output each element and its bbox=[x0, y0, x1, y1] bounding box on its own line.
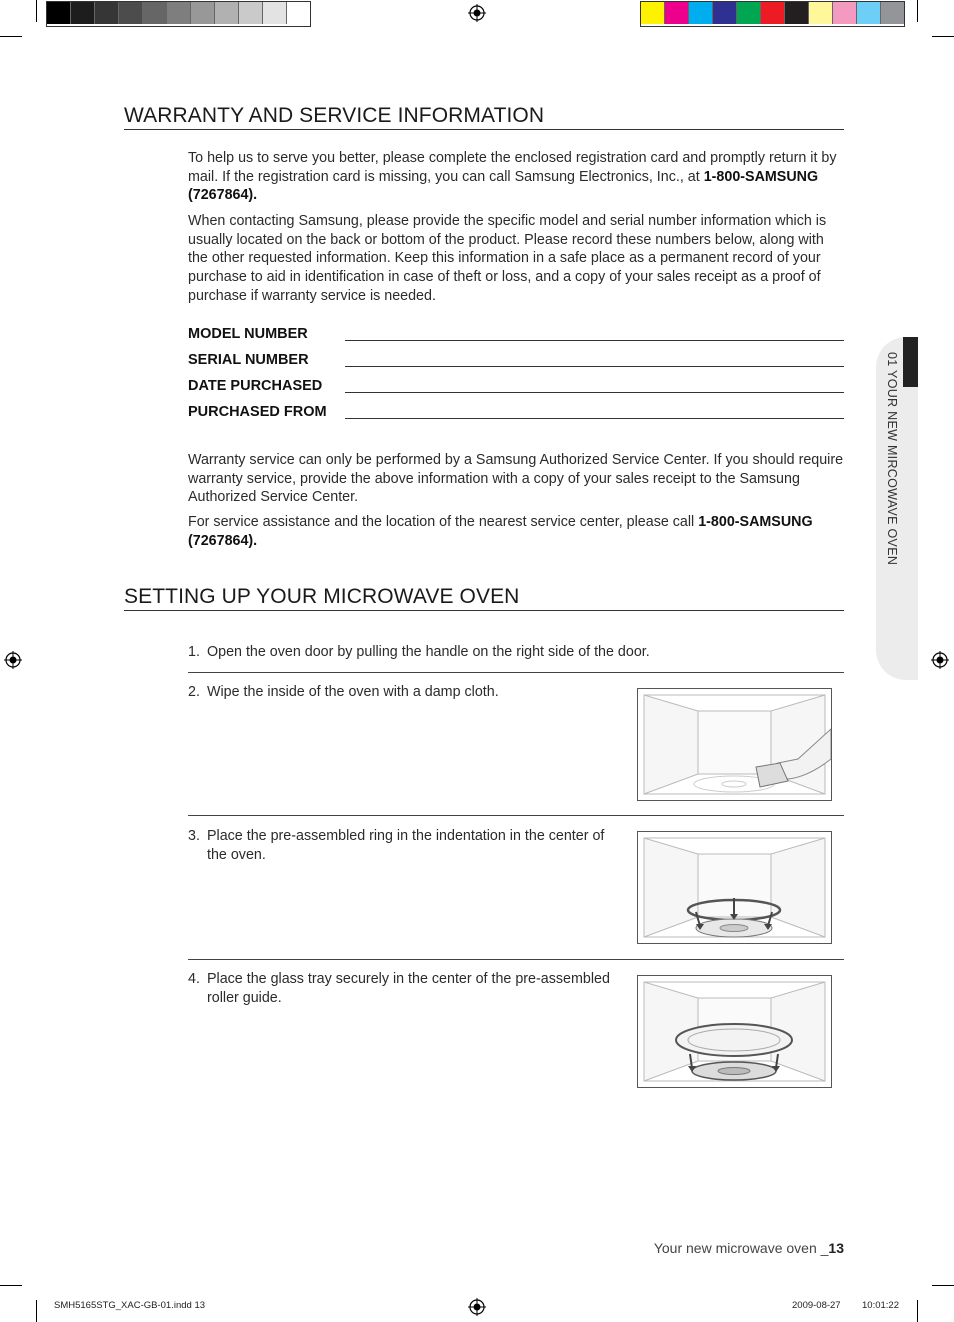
purchased-from-line bbox=[345, 418, 844, 419]
crop-mark bbox=[917, 1300, 918, 1322]
grayscale-swatch bbox=[167, 2, 191, 24]
warranty-paragraph-1-text: To help us to serve you better, please complete the enclosed registration card and promptly return it by mail. If the registration card is missing, you can call Samsung Electronics, Inc., at bbox=[188, 150, 837, 185]
step-1 bbox=[188, 643, 844, 662]
registration-mark-icon bbox=[4, 651, 22, 669]
warranty-paragraph-4 bbox=[188, 513, 844, 550]
serial-number-label: SERIAL NUMBER bbox=[188, 352, 309, 368]
step-number: 2. bbox=[188, 684, 200, 700]
wipe-oven-illustration bbox=[637, 688, 832, 801]
section-heading-warranty: WARRANTY AND SERVICE INFORMATION bbox=[124, 104, 844, 130]
glass-tray-illustration bbox=[637, 975, 832, 1088]
warranty-paragraph-2: When contacting Samsung, please provide the specific model and serial number information which is usually located on the back or bottom of the product. Please record these numbers below, along with the other requested information. Keep this information in a safe place as a permanent record of your purchase to aid in identification in case of theft or loss, and a copy of your sales receipt as a proof of purchase if warranty service is needed. bbox=[188, 213, 827, 304]
step-text: Open the oven door by pulling the handle on the right side of the door. bbox=[207, 644, 650, 660]
model-number-line bbox=[345, 340, 844, 341]
process-swatch bbox=[761, 2, 785, 24]
date-purchased-label: DATE PURCHASED bbox=[188, 378, 323, 394]
process-swatch bbox=[809, 2, 833, 24]
slug-date: 2009-08-27 bbox=[792, 1300, 841, 1311]
roller-ring-illustration bbox=[637, 831, 832, 944]
step-divider bbox=[188, 815, 844, 816]
step-number: 4. bbox=[188, 971, 200, 987]
slug-time: 10:01:22 bbox=[862, 1300, 899, 1311]
step-number: 1. bbox=[188, 644, 200, 660]
step-divider bbox=[188, 959, 844, 960]
process-swatch bbox=[833, 2, 857, 24]
crop-mark bbox=[36, 1300, 37, 1322]
crop-mark bbox=[36, 0, 37, 22]
grayscale-swatch bbox=[215, 2, 239, 24]
grayscale-swatch bbox=[263, 2, 287, 24]
grayscale-swatch bbox=[71, 2, 95, 24]
model-number-label: MODEL NUMBER bbox=[188, 326, 308, 342]
grayscale-swatch bbox=[95, 2, 119, 24]
step-3 bbox=[188, 827, 618, 865]
registration-mark-icon bbox=[468, 4, 486, 22]
page-number: 13 bbox=[828, 1240, 844, 1256]
phone-number: 1-800-SAMSUNG (7267864). bbox=[188, 514, 813, 549]
crop-mark bbox=[932, 36, 954, 37]
step-text: Place the pre-assembled ring in the indentation in the center of the oven. bbox=[207, 828, 605, 863]
step-text: Wipe the inside of the oven with a damp cloth. bbox=[207, 684, 499, 700]
process-swatch bbox=[689, 2, 713, 24]
grayscale-color-bar bbox=[46, 1, 311, 27]
crop-mark bbox=[917, 0, 918, 22]
section-heading-setup: SETTING UP YOUR MICROWAVE OVEN bbox=[124, 585, 844, 611]
slug-filename: SMH5165STG_XAC-GB-01.indd 13 bbox=[54, 1300, 206, 1311]
process-swatch bbox=[881, 2, 904, 24]
process-swatch bbox=[737, 2, 761, 24]
grayscale-swatch bbox=[47, 2, 71, 24]
step-divider bbox=[188, 672, 844, 673]
step-text: Place the glass tray securely in the center of the pre-assembled roller guide. bbox=[207, 971, 610, 1006]
serial-number-line bbox=[345, 366, 844, 367]
warranty-paragraph-3: Warranty service can only be performed by a Samsung Authorized Service Center. If you should require warranty service, provide the above information with a copy of your sales receipt to the Samsung Authorized Service Center. bbox=[188, 452, 844, 506]
registration-mark-icon bbox=[931, 651, 949, 669]
process-swatch bbox=[785, 2, 809, 24]
grayscale-swatch bbox=[143, 2, 167, 24]
crop-mark bbox=[0, 36, 22, 37]
process-swatch bbox=[641, 2, 665, 24]
date-purchased-line bbox=[345, 392, 844, 393]
footer-section-label: Your new microwave oven _ bbox=[653, 1240, 829, 1256]
purchased-from-label: PURCHASED FROM bbox=[188, 404, 327, 420]
process-swatch bbox=[857, 2, 881, 24]
warranty-paragraph-1 bbox=[188, 149, 844, 205]
chapter-tab-marker bbox=[903, 337, 918, 387]
process-swatch bbox=[665, 2, 689, 24]
page-footer bbox=[654, 1240, 844, 1256]
step-2 bbox=[188, 683, 618, 702]
grayscale-swatch bbox=[191, 2, 215, 24]
chapter-side-tab-label: 01 YOUR NEW MIRCOWAVE OVEN bbox=[885, 352, 899, 566]
step-number: 3. bbox=[188, 828, 200, 844]
step-4 bbox=[188, 970, 618, 1008]
crop-mark bbox=[932, 1285, 954, 1286]
process-swatch bbox=[713, 2, 737, 24]
crop-mark bbox=[0, 1285, 22, 1286]
registration-mark-icon bbox=[468, 1298, 486, 1316]
phone-number: 1-800-SAMSUNG (7267864). bbox=[188, 168, 819, 204]
grayscale-swatch bbox=[239, 2, 263, 24]
warranty-paragraph-4-text: For service assistance and the location of the nearest service center, please call bbox=[188, 514, 699, 530]
process-color-bar bbox=[640, 1, 905, 27]
grayscale-swatch bbox=[287, 2, 310, 24]
grayscale-swatch bbox=[119, 2, 143, 24]
